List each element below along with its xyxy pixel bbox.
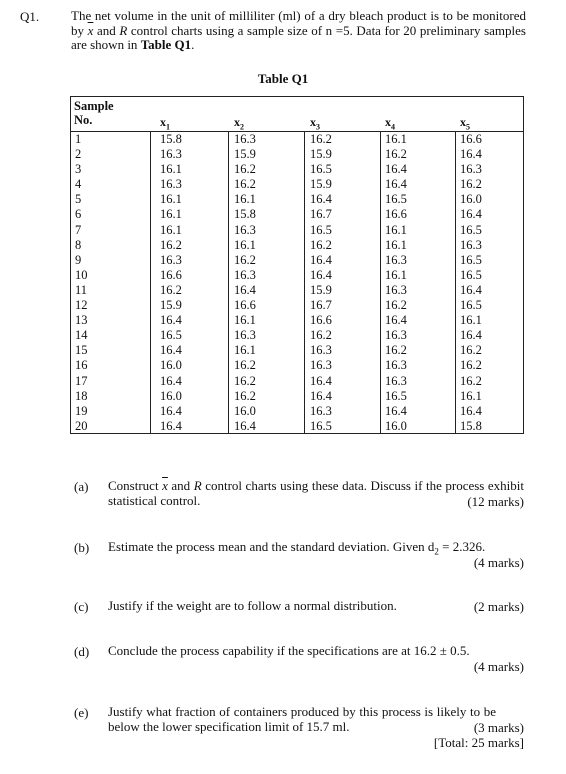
table-cell: 16.4 bbox=[385, 403, 407, 418]
column-x5 bbox=[460, 132, 482, 434]
part-a-text-1: Construct bbox=[108, 478, 163, 493]
table-cell: 16.5 bbox=[385, 388, 407, 403]
table-cell: 16.2 bbox=[460, 343, 482, 358]
table-cell: 17 bbox=[75, 373, 88, 388]
column-sample-no bbox=[75, 132, 88, 434]
table-cell: 16.2 bbox=[160, 237, 182, 252]
table-reference: Table Q1 bbox=[140, 37, 192, 52]
part-b-marks: (4 marks) bbox=[473, 555, 524, 570]
part-b-text bbox=[108, 540, 524, 559]
part-c-label: (c) bbox=[74, 599, 89, 614]
table-cell: 15.8 bbox=[160, 132, 182, 146]
table-cell: 16.0 bbox=[234, 403, 256, 418]
part-c-text: Justify if the weight are to follow a normal distribution. bbox=[108, 598, 397, 613]
table-cell: 16.6 bbox=[160, 267, 182, 282]
part-a-marks: (12 marks) bbox=[467, 494, 524, 509]
table-cell: 16.0 bbox=[160, 388, 182, 403]
part-a-text-2: and bbox=[167, 478, 194, 493]
table-cell: 18 bbox=[75, 388, 88, 403]
table-cell: 16.2 bbox=[385, 298, 407, 313]
table-cell: 16.4 bbox=[160, 373, 182, 388]
question-text-part: control charts using a sample size of n =5. Data for 20 preliminary samples are shown in bbox=[71, 22, 526, 52]
table-cell: 10 bbox=[75, 267, 88, 282]
table-cell: 16.5 bbox=[460, 252, 482, 267]
table-cell: 16.4 bbox=[310, 252, 332, 267]
table-cell: 16.1 bbox=[234, 237, 256, 252]
table-cell: 16.4 bbox=[234, 418, 256, 433]
part-a-text bbox=[108, 479, 524, 508]
table-cell: 7 bbox=[75, 222, 82, 237]
header-sample-line1: Sample bbox=[74, 99, 114, 113]
table-cell: 16.3 bbox=[385, 282, 407, 297]
part-a-text-3: control charts using these data. Discuss if the process exhibit statistical control. bbox=[108, 478, 524, 508]
table-cell: 6 bbox=[75, 207, 82, 222]
header-x2-sub: 2 bbox=[240, 122, 244, 132]
table-cell: 16.2 bbox=[385, 343, 407, 358]
table-cell: 16.1 bbox=[385, 222, 407, 237]
part-b-subscript: 2 bbox=[434, 546, 439, 557]
table-cell: 15.9 bbox=[310, 282, 332, 297]
table-cell: 16.7 bbox=[310, 207, 332, 222]
table-cell: 16.4 bbox=[310, 373, 332, 388]
table-cell: 16.5 bbox=[460, 267, 482, 282]
header-x3 bbox=[310, 115, 320, 131]
table-cell: 16.4 bbox=[460, 282, 482, 297]
part-d-label: (d) bbox=[74, 644, 90, 659]
table-cell: 16.5 bbox=[310, 418, 332, 433]
table-cell: 16.2 bbox=[160, 282, 182, 297]
header-x2-base: x bbox=[234, 115, 240, 129]
table-cell: 16.2 bbox=[234, 177, 256, 192]
table-cell: 16.1 bbox=[385, 267, 407, 282]
table-cell: 16.2 bbox=[310, 132, 332, 146]
r-symbol: R bbox=[119, 22, 128, 38]
table-cell: 16.4 bbox=[310, 192, 332, 207]
header-x4-sub: 4 bbox=[391, 122, 395, 132]
table-cell: 16.4 bbox=[460, 147, 482, 162]
column-divider bbox=[455, 131, 456, 434]
question-text-part: The net volume in the unit of milliliter (ml) of a dry bleach product is to be monitored by bbox=[71, 8, 526, 38]
header-x1-sub: 1 bbox=[166, 122, 170, 132]
table-cell: 16.3 bbox=[310, 358, 332, 373]
table-cell: 4 bbox=[75, 177, 82, 192]
table-cell: 16.5 bbox=[385, 192, 407, 207]
table-cell: 16.4 bbox=[160, 418, 182, 433]
table-cell: 15.9 bbox=[160, 298, 182, 313]
header-x2 bbox=[234, 115, 244, 131]
table-cell: 16.5 bbox=[460, 298, 482, 313]
table-cell: 16.5 bbox=[310, 162, 332, 177]
table-cell: 16.1 bbox=[385, 132, 407, 146]
table-cell: 16.3 bbox=[385, 252, 407, 267]
question-text-part: and bbox=[93, 22, 120, 38]
table-cell: 16.1 bbox=[234, 343, 256, 358]
header-sample-no bbox=[74, 99, 114, 127]
column-divider bbox=[304, 131, 305, 434]
table-cell: 16.4 bbox=[160, 313, 182, 328]
table-cell: 16.5 bbox=[160, 328, 182, 343]
table-cell: 16.2 bbox=[460, 177, 482, 192]
column-x1 bbox=[160, 132, 182, 434]
table-cell: 16.3 bbox=[460, 237, 482, 252]
table-cell: 15.8 bbox=[234, 207, 256, 222]
table-cell: 11 bbox=[75, 282, 88, 297]
part-b-text-end: = 2.326. bbox=[438, 539, 486, 554]
table-cell: 16.4 bbox=[310, 388, 332, 403]
table-cell: 16.5 bbox=[310, 222, 332, 237]
part-d-text: Conclude the process capability if the specifications are at 16.2 ± 0.5. bbox=[108, 643, 470, 658]
table-cell: 16.2 bbox=[234, 358, 256, 373]
table-cell: 8 bbox=[75, 237, 82, 252]
table-cell: 16.1 bbox=[460, 388, 482, 403]
table-cell: 16.6 bbox=[234, 298, 256, 313]
table-cell: 16.4 bbox=[460, 207, 482, 222]
table-cell: 16.3 bbox=[310, 343, 332, 358]
column-divider bbox=[380, 131, 381, 434]
header-x5-base: x bbox=[460, 115, 466, 129]
table-cell: 16.1 bbox=[385, 237, 407, 252]
table-cell: 16.4 bbox=[310, 267, 332, 282]
header-x3-base: x bbox=[310, 115, 316, 129]
header-x3-sub: 3 bbox=[316, 122, 320, 132]
table-cell: 16.1 bbox=[460, 313, 482, 328]
table-cell: 16.6 bbox=[460, 132, 482, 146]
table-cell: 16.2 bbox=[310, 237, 332, 252]
table-cell: 15.8 bbox=[460, 418, 482, 433]
table-cell: 16.2 bbox=[234, 373, 256, 388]
part-a-label: (a) bbox=[74, 479, 89, 494]
table-cell: 16.2 bbox=[460, 373, 482, 388]
table-cell: 16.3 bbox=[160, 177, 182, 192]
question-text-part: . bbox=[191, 37, 195, 52]
table-cell: 16.1 bbox=[234, 192, 256, 207]
header-x1-base: x bbox=[160, 115, 166, 129]
table-cell: 16.3 bbox=[234, 328, 256, 343]
table-cell: 16.2 bbox=[234, 388, 256, 403]
table-cell: 16.3 bbox=[234, 267, 256, 282]
table-cell: 16.1 bbox=[160, 222, 182, 237]
table-cell: 16.3 bbox=[310, 403, 332, 418]
table-cell: 14 bbox=[75, 328, 88, 343]
table-cell: 16.3 bbox=[460, 162, 482, 177]
table-cell: 15.9 bbox=[234, 147, 256, 162]
table-cell: 16.4 bbox=[460, 403, 482, 418]
table-cell: 16.3 bbox=[160, 252, 182, 267]
table-cell: 16.2 bbox=[234, 162, 256, 177]
table-cell: 16.5 bbox=[460, 222, 482, 237]
header-sample-line2: No. bbox=[74, 113, 93, 127]
table-cell: 16.0 bbox=[385, 418, 407, 433]
column-x3 bbox=[310, 132, 332, 434]
table-cell: 16.4 bbox=[160, 403, 182, 418]
header-x4-base: x bbox=[385, 115, 391, 129]
table-cell: 16.0 bbox=[160, 358, 182, 373]
column-divider bbox=[228, 131, 229, 434]
column-x2 bbox=[234, 132, 256, 434]
table-cell: 16.1 bbox=[160, 192, 182, 207]
table-cell: 16.7 bbox=[310, 298, 332, 313]
table-cell: 16.1 bbox=[160, 162, 182, 177]
header-x4 bbox=[385, 115, 395, 131]
table-cell: 16.3 bbox=[385, 358, 407, 373]
header-x5 bbox=[460, 115, 470, 131]
header-x5-sub: 5 bbox=[466, 122, 470, 132]
table-cell: 16.4 bbox=[160, 343, 182, 358]
table-cell: 16.2 bbox=[310, 328, 332, 343]
part-e-marks: (3 marks) bbox=[473, 720, 524, 735]
table-cell: 16.4 bbox=[460, 328, 482, 343]
table-cell: 16.6 bbox=[310, 313, 332, 328]
table-cell: 20 bbox=[75, 418, 88, 433]
table-cell: 19 bbox=[75, 403, 88, 418]
table-cell: 5 bbox=[75, 192, 82, 207]
r-symbol: R bbox=[193, 478, 202, 493]
table-cell: 16.3 bbox=[234, 132, 256, 146]
column-x4 bbox=[385, 132, 407, 434]
table-cell: 16.4 bbox=[385, 177, 407, 192]
header-x1 bbox=[160, 115, 170, 131]
xbar-symbol: $\overline{x}$ bbox=[87, 22, 94, 38]
part-c-marks: (2 marks) bbox=[473, 599, 524, 614]
table-cell: 16 bbox=[75, 358, 88, 373]
question-number: Q1. bbox=[20, 9, 40, 24]
xbar-symbol: $\overline{x}$ bbox=[162, 478, 168, 493]
table-cell: 12 bbox=[75, 298, 88, 313]
part-d-marks: (4 marks) bbox=[473, 659, 524, 674]
table-cell: 16.2 bbox=[385, 147, 407, 162]
table-cell: 9 bbox=[75, 252, 82, 267]
table-cell: 15.9 bbox=[310, 147, 332, 162]
table-cell: 16.3 bbox=[385, 328, 407, 343]
table-cell: 16.3 bbox=[385, 373, 407, 388]
table-cell: 16.0 bbox=[460, 192, 482, 207]
table-cell: 2 bbox=[75, 147, 82, 162]
table-cell: 16.3 bbox=[234, 222, 256, 237]
table-cell: 16.4 bbox=[385, 313, 407, 328]
table-cell: 16.2 bbox=[460, 358, 482, 373]
table-cell: 16.1 bbox=[234, 313, 256, 328]
total-marks: [Total: 25 marks] bbox=[433, 735, 524, 750]
table-cell: 16.4 bbox=[234, 282, 256, 297]
table-cell: 16.4 bbox=[385, 162, 407, 177]
table-cell: 16.1 bbox=[160, 207, 182, 222]
table-cell: 16.3 bbox=[160, 147, 182, 162]
table-cell: 13 bbox=[75, 313, 88, 328]
part-b-label: (b) bbox=[74, 540, 90, 555]
column-divider bbox=[150, 131, 151, 434]
table-cell: 16.6 bbox=[385, 207, 407, 222]
table-title: Table Q1 bbox=[257, 71, 309, 86]
table-cell: 3 bbox=[75, 162, 82, 177]
table-cell: 15.9 bbox=[310, 177, 332, 192]
part-e-label: (e) bbox=[74, 705, 89, 720]
question-text bbox=[71, 9, 526, 53]
table-cell: 16.2 bbox=[234, 252, 256, 267]
table-cell: 15 bbox=[75, 343, 88, 358]
part-b-text-main: Estimate the process mean and the standard deviation. Given d bbox=[108, 539, 435, 554]
part-e-text: Justify what fraction of containers produced by this process is likely to be below the lower specification limit of 15.7 ml. bbox=[108, 704, 496, 734]
table-cell: 1 bbox=[75, 132, 82, 146]
